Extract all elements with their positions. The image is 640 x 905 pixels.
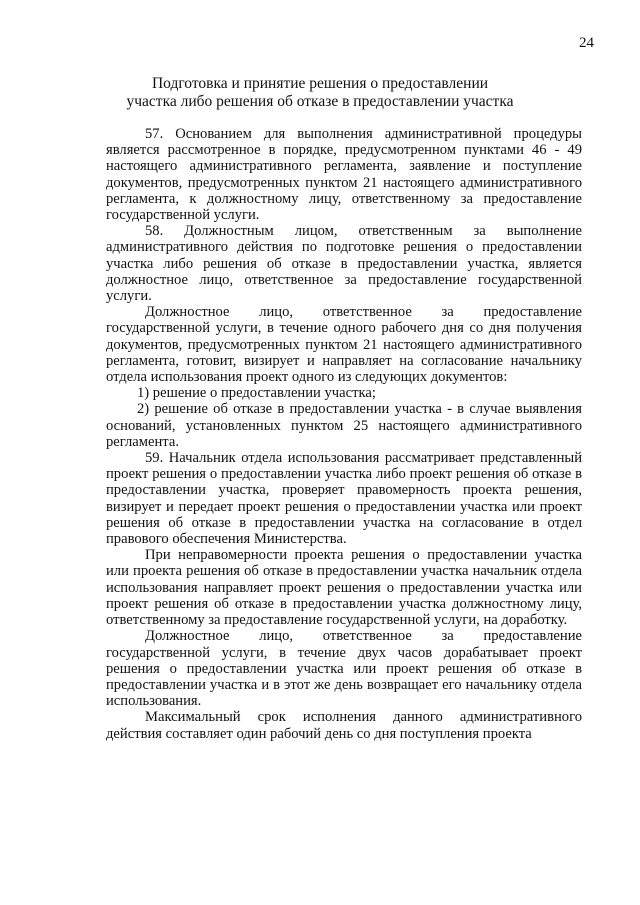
- page-number: 24: [579, 35, 594, 51]
- section-heading: [0, 75, 640, 111]
- body-text: [106, 126, 582, 742]
- paragraph-responsible-official: Должностное лицо, ответственное за предоставление государственной услуги, в течение одного рабочего дня со дня получения документов, предусмотренных пунктом 21 настоящего административного регламента, готовит, визирует и направляет на согласование начальнику отдела использования проект одного из следующих документов:: [106, 304, 582, 386]
- paragraph-57: 57. Основанием для выполнения административной процедуры является рассмотренное в порядке, предусмотренном пунктами 46 - 49 настоящего административного регламента, заявление и поступление документов, предусмотренных пунктом 21 настоящего административного регламента, к должностному лицу, ответственному за предоставление государственной услуги.: [106, 126, 582, 224]
- paragraph-59: 59. Начальник отдела использования рассматривает представленный проект решения о предоставлении участка либо проект решения об отказе в предоставлении участка, проверяет правомерность проекта решения, визирует и передает проект решения о предоставлении участка или проект решения об отказе в предоставлении участка на согласование в отдел правового обеспечения Министерства.: [106, 450, 582, 548]
- paragraph-58: 58. Должностным лицом, ответственным за выполнение административного действия по подготовке решения о предоставлении участка либо решения об отказе в предоставлении участка, является должностное лицо, ответственное за предоставление государственной услуги.: [106, 223, 582, 305]
- list-item-1: 1) решение о предоставлении участка;: [137, 385, 376, 402]
- section-heading-line-2: участка либо решения об отказе в предоставлении участка: [126, 93, 514, 110]
- section-heading-line-1: Подготовка и принятие решения о предоставлении: [151, 75, 489, 92]
- paragraph-revision: Должностное лицо, ответственное за предоставление государственной услуги, в течение двух часов дорабатывает проект решения о предоставлении участка или проект решения об отказе в предоставлении участка и в этот же день возвращает его начальнику отдела использования.: [106, 628, 582, 710]
- paragraph-maximum-term: Максимальный срок исполнения данного административного действия составляет один рабочий день со дня поступления проекта: [106, 709, 582, 742]
- paragraph-unlawful-draft: При неправомерности проекта решения о предоставлении участка или проекта решения об отказе в предоставлении участка начальник отдела использования направляет проект решения о предоставлении участка или проект решения об отказе в предоставлении участка должностному лицу, ответственному за предоставление государственной услуги, на доработку.: [106, 547, 582, 629]
- list-item-2: 2) решение об отказе в предоставлении участка - в случае выявления оснований, установленных пунктом 25 настоящего административного регламента.: [106, 401, 582, 450]
